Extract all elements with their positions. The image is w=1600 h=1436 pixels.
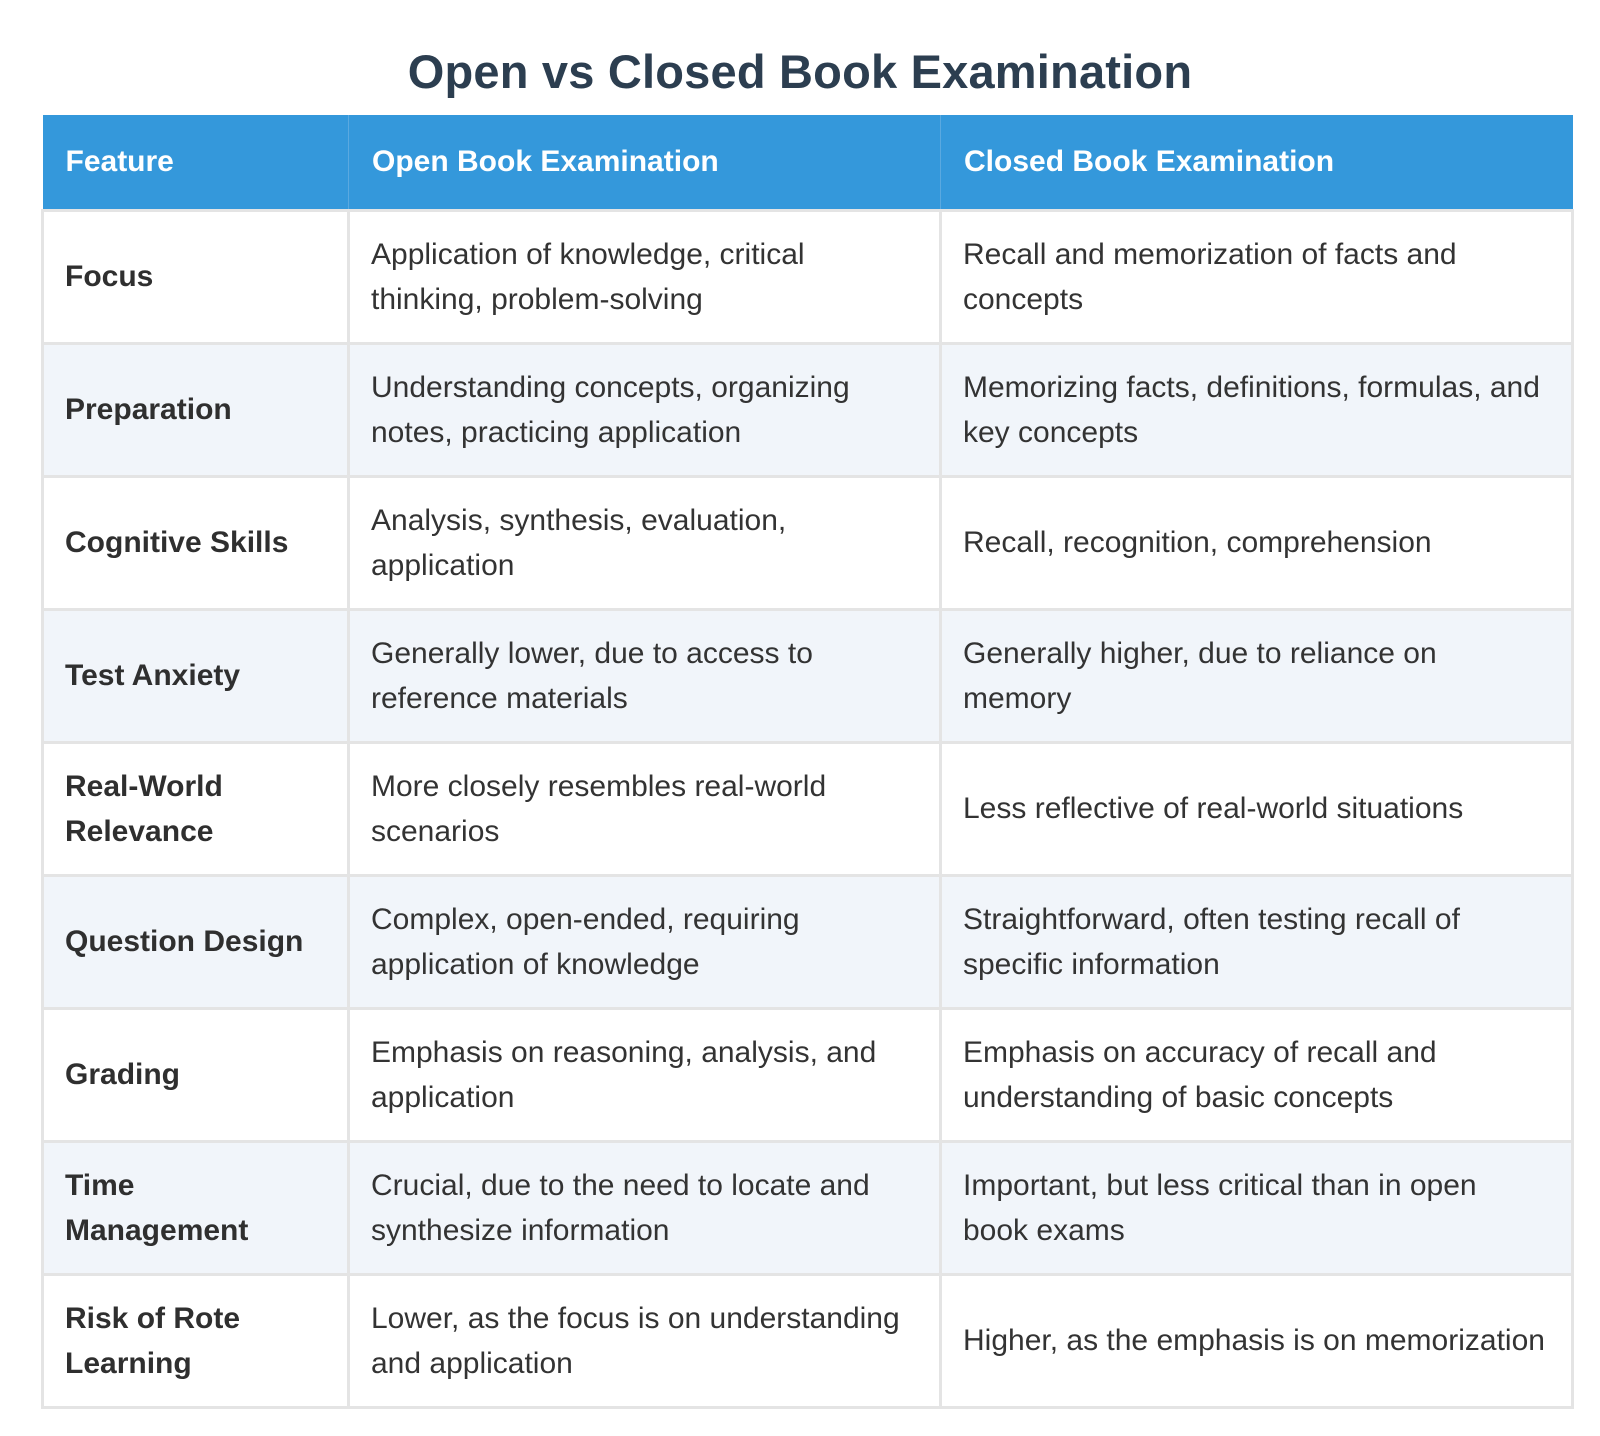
closed-book-cell: Less reflective of real-world situations bbox=[941, 742, 1573, 875]
table-row bbox=[43, 1008, 1573, 1141]
open-book-cell: Complex, open-ended, requiring application of knowledge bbox=[349, 875, 941, 1008]
feature-cell: Cognitive Skills bbox=[43, 476, 349, 609]
open-book-cell: Crucial, due to the need to locate and synthesize information bbox=[349, 1141, 941, 1274]
closed-book-cell: Recall and memorization of facts and concepts bbox=[941, 210, 1573, 343]
table-row bbox=[43, 210, 1573, 343]
feature-cell: Risk of Rote Learning bbox=[43, 1274, 349, 1407]
closed-book-cell: Straightforward, often testing recall of specific information bbox=[941, 875, 1573, 1008]
feature-cell: Time Management bbox=[43, 1141, 349, 1274]
open-book-cell: Lower, as the focus is on understanding and application bbox=[349, 1274, 941, 1407]
open-book-cell: Understanding concepts, organizing notes, practicing application bbox=[349, 343, 941, 476]
column-header-closed-book: Closed Book Examination bbox=[941, 115, 1573, 210]
closed-book-cell: Emphasis on accuracy of recall and understanding of basic concepts bbox=[941, 1008, 1573, 1141]
feature-cell: Preparation bbox=[43, 343, 349, 476]
page-title: Open vs Closed Book Examination bbox=[407, 45, 1193, 98]
closed-book-cell: Recall, recognition, comprehension bbox=[941, 476, 1573, 609]
table-row bbox=[43, 875, 1573, 1008]
open-book-cell: Application of knowledge, critical thinking, problem-solving bbox=[349, 210, 941, 343]
feature-cell: Focus bbox=[43, 210, 349, 343]
table-row bbox=[43, 1274, 1573, 1407]
table-row bbox=[43, 1141, 1573, 1274]
table-row bbox=[43, 476, 1573, 609]
feature-cell: Real-World Relevance bbox=[43, 742, 349, 875]
open-book-cell: Emphasis on reasoning, analysis, and application bbox=[349, 1008, 941, 1141]
closed-book-cell: Memorizing facts, definitions, formulas, and key concepts bbox=[941, 343, 1573, 476]
table-row bbox=[43, 609, 1573, 742]
table-row bbox=[43, 343, 1573, 476]
feature-cell: Grading bbox=[43, 1008, 349, 1141]
column-header-feature: Feature bbox=[43, 115, 349, 210]
table-header-row bbox=[43, 115, 1573, 210]
table-row bbox=[43, 742, 1573, 875]
closed-book-cell: Generally higher, due to reliance on memory bbox=[941, 609, 1573, 742]
open-book-cell: More closely resembles real-world scenarios bbox=[349, 742, 941, 875]
closed-book-cell: Higher, as the emphasis is on memorization bbox=[941, 1274, 1573, 1407]
feature-cell: Question Design bbox=[43, 875, 349, 1008]
open-book-cell: Analysis, synthesis, evaluation, application bbox=[349, 476, 941, 609]
comparison-table bbox=[41, 115, 1574, 1409]
closed-book-cell: Important, but less critical than in open book exams bbox=[941, 1141, 1573, 1274]
column-header-open-book: Open Book Examination bbox=[349, 115, 941, 210]
feature-cell: Test Anxiety bbox=[43, 609, 349, 742]
open-book-cell: Generally lower, due to access to reference materials bbox=[349, 609, 941, 742]
